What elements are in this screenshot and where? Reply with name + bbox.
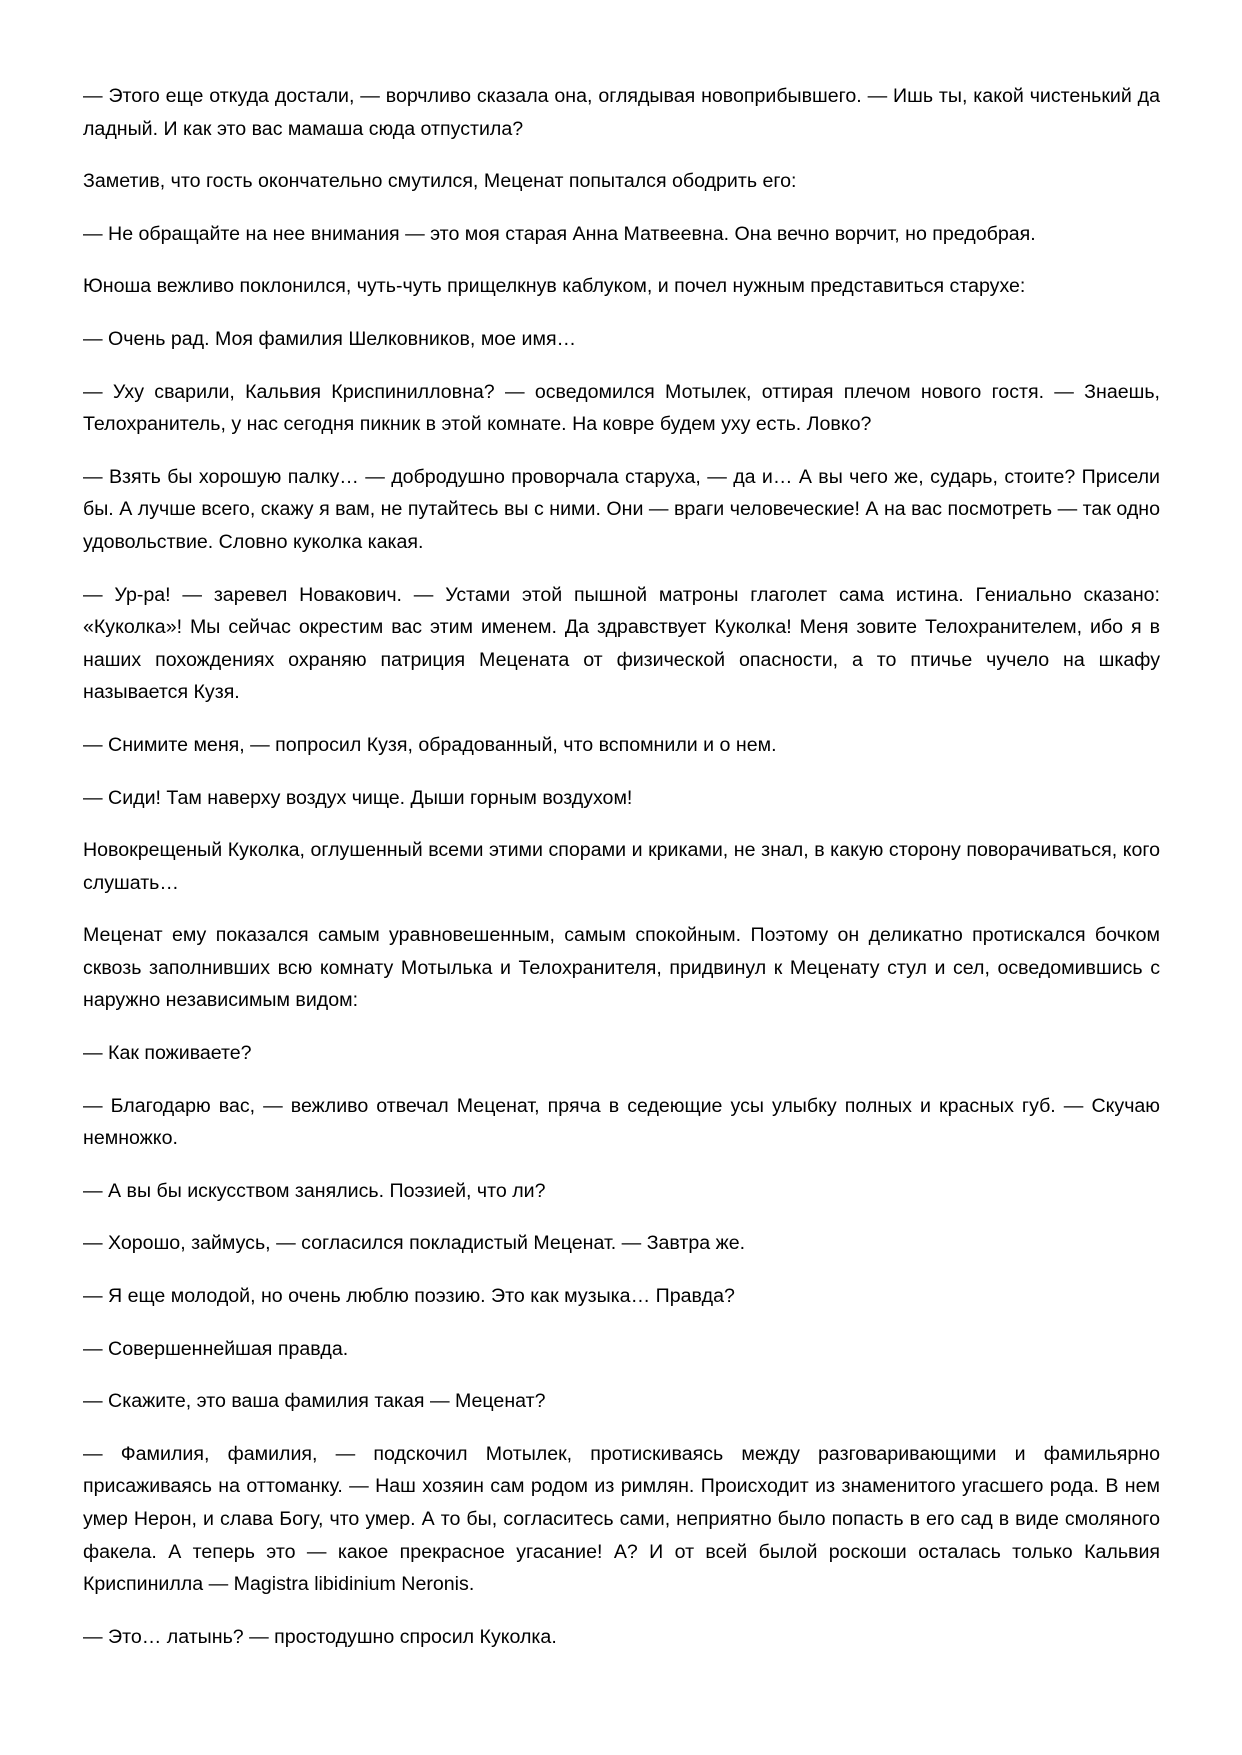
paragraph-9: — Снимите меня, — попросил Кузя, обрадованный, что вспомнили и о нем. [83,733,777,756]
paragraph-1: — Этого еще откуда достали, — ворчливо сказала она, оглядывая новоприбывшего. — Ишь ты, какой чистенький да ладный. И как это вас мамаша сюда отпустила? [83,85,1160,140]
paragraph-4: Юноша вежливо поклонился, чуть-чуть прищелкнув каблуком, и почел нужным представиться старухе: [83,275,1026,298]
paragraph-20: — Фамилия, фамилия, — подскочил Мотылек, протискиваясь между разговаривающими и фамильярно присаживаясь на оттоманку. — Наш хозяин сам родом из римлян. Происходит из знаменитого угасшего рода. В нем умер Нерон, и слава Богу, что умер. А то бы, согласитесь сами, неприятно было попасть в его сад в виде смоляного факела. А теперь это — какое прекрасное угасание! А? И от всей былой роскоши осталась только Кальвия Криспинилла — Magistra libidinium Neronis. [83,1442,1160,1596]
paragraph-15: — А вы бы искусством занялись. Поэзией, что ли? [83,1179,546,1202]
document-page [83,80,1160,1673]
paragraph-16: — Хорошо, займусь, — согласился покладистый Меценат. — Завтра же. [83,1232,746,1255]
paragraph-11: Новокрещеный Куколка, оглушенный всеми этими спорами и криками, не знал, в какую сторону поворачиваться, кого слушать… [83,839,1160,894]
paragraph-12: Меценат ему показался самым уравновешенным, самым спокойным. Поэтому он деликатно протискался бочком сквозь заполнивших всю комнату Мотылька и Телохранителя, придвинул к Меценату стул и сел, осведомившись с наружно независимым видом: [83,924,1160,1012]
paragraph-6: — Уху сварили, Кальвия Криспинилловна? — осведомился Мотылек, оттирая плечом нового гостя. — Знаешь, Телохранитель, у нас сегодня пикник в этой комнате. На ковре будем уху есть. Ловко? [83,380,1160,436]
paragraph-8: — Ур-ра! — заревел Новакович. — Устами этой пышной матроны глаголет сама истина. Гениально сказано: «Куколка»! Мы сейчас окрестим вас этим именем. Да здравствует Куколка! Меня зовите Телохранителем, ибо я в наших похождениях охраняю патриция Мецената от физической опасности, а то птичье чучело на шкафу называется Кузя. [83,583,1160,704]
paragraph-3: — Не обращайте на нее внимания — это моя старая Анна Матвеевна. Она вечно ворчит, но предобрая. [83,222,1036,245]
paragraph-7: — Взять бы хорошую палку… — добродушно проворчала старуха, — да и… А вы чего же, сударь, стоите? Присели бы. А лучше всего, скажу я вам, не путайтесь вы с ними. Они — враги человеческие! А на вас посмотреть — так одно удовольствие. Словно куколка какая. [83,465,1160,553]
paragraph-17: — Я еще молодой, но очень люблю поэзию. Это как музыка… Правда? [83,1285,735,1308]
paragraph-13: — Как поживаете? [83,1042,252,1065]
paragraph-19: — Скажите, это ваша фамилия такая — Меценат? [83,1390,546,1413]
paragraph-21: — Это… латынь? — простодушно спросил Куколка. [83,1625,557,1648]
paragraph-18: — Совершеннейшая правда. [83,1337,349,1360]
paragraph-5: — Очень рад. Моя фамилия Шелковников, мое имя… [83,327,577,350]
paragraph-2: Заметив, что гость окончательно смутился, Меценат попытался ободрить его: [83,170,797,193]
paragraph-10: — Сиди! Там наверху воздух чище. Дыши горным воздухом! [83,786,633,809]
paragraph-14: — Благодарю вас, — вежливо отвечал Меценат, пряча в седеющие усы улыбку полных и красных губ. — Скучаю немножко. [83,1094,1160,1150]
